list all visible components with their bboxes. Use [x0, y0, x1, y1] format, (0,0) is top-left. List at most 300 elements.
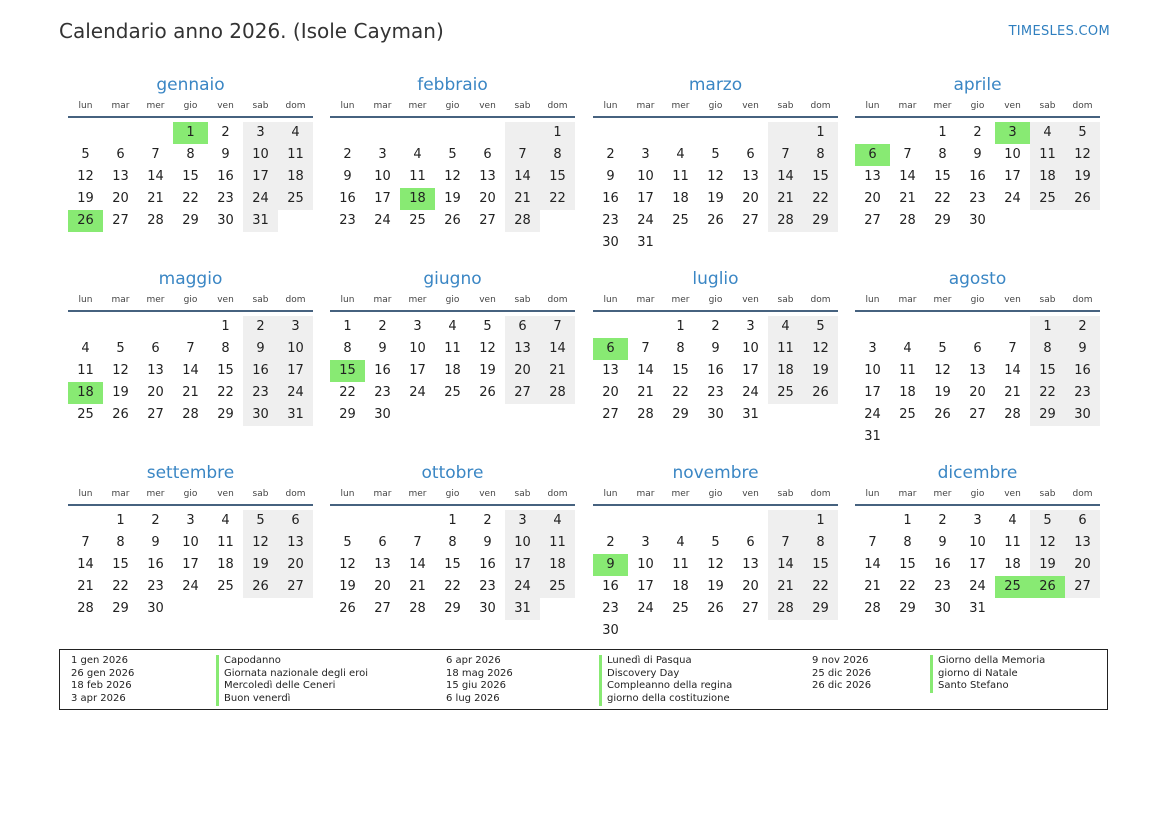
day-cell: 2	[243, 316, 278, 338]
month-gennaio	[68, 75, 313, 232]
weekday-label: mer	[408, 489, 427, 499]
day-cell: 7	[768, 532, 803, 554]
month-name: dicembre	[937, 463, 1018, 483]
weekday-label: mer	[671, 101, 690, 111]
day-cell: 29	[1030, 404, 1065, 426]
empty-cell	[470, 404, 505, 426]
empty-cell	[1030, 210, 1065, 232]
weekday-label: mar	[636, 101, 655, 111]
day-cell: 8	[448, 535, 457, 550]
legend-holiday-name: Giornata nazionale degli eroi	[216, 668, 368, 681]
weekday-header	[330, 293, 575, 307]
day-cell: 3	[243, 122, 278, 144]
empty-cell	[995, 598, 1030, 620]
day-cell: 17	[1004, 169, 1021, 184]
day-cell: 26	[707, 213, 724, 228]
empty-cell	[330, 510, 365, 532]
day-cell: 3	[278, 316, 313, 338]
day-cell: 12	[707, 169, 724, 184]
weekday-label: gio	[708, 101, 723, 111]
day-cell: 29	[803, 598, 838, 620]
weekday-label: ven	[1004, 489, 1021, 499]
day-cell: 9	[606, 169, 615, 184]
empty-cell	[995, 426, 1030, 448]
header-rule	[593, 116, 838, 118]
weekday-label: lun	[603, 295, 618, 305]
day-cell: 7	[1008, 341, 1017, 356]
day-cell: 7	[641, 341, 650, 356]
day-cell: 14	[409, 557, 426, 572]
day-cell: 7	[768, 144, 803, 166]
day-cell: 1	[116, 513, 125, 528]
weekday-label: mar	[373, 489, 392, 499]
day-cell: 15	[672, 363, 689, 378]
day-cell: 13	[147, 363, 164, 378]
empty-cell	[628, 620, 663, 642]
day-cell: 26	[339, 601, 356, 616]
day-cell: 5	[81, 147, 90, 162]
day-cell: 13	[112, 169, 129, 184]
day-cell: 11	[278, 144, 313, 166]
day-cell: 26	[707, 601, 724, 616]
weekday-label: mar	[373, 295, 392, 305]
day-cell: 12	[77, 169, 94, 184]
empty-cell	[628, 316, 663, 338]
day-cell: 23	[602, 213, 619, 228]
day-cell: 7	[505, 144, 540, 166]
days-grid	[68, 510, 313, 620]
weekday-label: lun	[603, 101, 618, 111]
day-cell: 11	[1030, 144, 1065, 166]
day-cell: 28	[1004, 407, 1021, 422]
day-cell: 12	[803, 338, 838, 360]
weekday-label: lun	[865, 295, 880, 305]
day-cell: 13	[864, 169, 881, 184]
day-cell: 23	[934, 579, 951, 594]
header-rule	[593, 310, 838, 312]
month-aprile	[855, 75, 1100, 232]
empty-cell	[208, 598, 243, 620]
empty-cell	[663, 232, 698, 254]
day-cell: 20	[278, 554, 313, 576]
day-cell: 15	[803, 166, 838, 188]
day-cell: 19	[444, 191, 461, 206]
weekday-label: sab	[252, 489, 269, 499]
day-cell: 25	[217, 579, 234, 594]
day-cell: 5	[711, 535, 720, 550]
day-cell: 10	[505, 532, 540, 554]
empty-cell	[890, 426, 925, 448]
header-rule	[68, 310, 313, 312]
day-cell: 5	[711, 147, 720, 162]
day-cell: 31	[742, 407, 759, 422]
month-name: marzo	[688, 75, 743, 95]
day-cell: 12	[1065, 144, 1100, 166]
day-cell: 4	[413, 147, 422, 162]
empty-cell	[855, 510, 890, 532]
weekday-header	[593, 99, 838, 113]
empty-cell	[768, 510, 803, 532]
day-cell: 6	[116, 147, 125, 162]
weekday-label: gio	[708, 489, 723, 499]
day-cell: 28	[899, 213, 916, 228]
legend-date: 26 dic 2026	[812, 680, 872, 692]
day-cell: 11	[444, 341, 461, 356]
day-cell: 22	[803, 188, 838, 210]
day-cell: 29	[339, 407, 356, 422]
day-cell: 16	[147, 557, 164, 572]
legend-holiday-name: Mercoledì delle Ceneri	[216, 680, 335, 693]
day-cell: 25	[768, 382, 803, 404]
day-cell: 8	[803, 532, 838, 554]
empty-cell	[960, 426, 995, 448]
weekday-label: mar	[636, 295, 655, 305]
day-cell: 17	[505, 554, 540, 576]
day-cell: 4	[448, 319, 457, 334]
day-cell: 6	[746, 535, 755, 550]
day-cell: 13	[742, 557, 759, 572]
empty-cell	[278, 598, 313, 620]
day-cell: 6	[378, 535, 387, 550]
month-marzo	[593, 75, 838, 254]
empty-cell	[400, 122, 435, 144]
day-cell: 24	[505, 576, 540, 598]
days-grid	[593, 316, 838, 426]
empty-cell	[768, 620, 803, 642]
day-cell: 26	[934, 407, 951, 422]
day-cell: 12	[444, 169, 461, 184]
day-cell: 29	[182, 213, 199, 228]
weekday-label: gio	[445, 295, 460, 305]
day-cell: 27	[479, 213, 496, 228]
day-cell: 18	[1030, 166, 1065, 188]
weekday-label: lun	[865, 489, 880, 499]
empty-cell	[733, 122, 768, 144]
day-cell: 13	[374, 557, 391, 572]
header-rule	[855, 310, 1100, 312]
day-cell: 19	[1065, 166, 1100, 188]
month-name: aprile	[953, 75, 1002, 95]
day-cell: 28	[637, 407, 654, 422]
empty-cell	[173, 598, 208, 620]
day-cell: 23	[217, 191, 234, 206]
legend-holiday-name: giorno di Natale	[930, 668, 1018, 681]
day-cell: 5	[938, 341, 947, 356]
month-name: febbraio	[417, 75, 488, 95]
day-cell: 29	[217, 407, 234, 422]
day-cell: 27	[864, 213, 881, 228]
day-cell: 3	[505, 510, 540, 532]
day-cell: 14	[540, 338, 575, 360]
weekday-label: ven	[479, 101, 496, 111]
day-cell: 4	[676, 147, 685, 162]
weekday-header	[68, 487, 313, 501]
day-cell: 19	[112, 385, 129, 400]
day-cell: 16	[243, 360, 278, 382]
empty-cell	[698, 122, 733, 144]
day-cell: 28	[768, 598, 803, 620]
day-cell: 16	[479, 557, 496, 572]
day-cell: 1	[221, 319, 230, 334]
day-cell: 18	[672, 191, 689, 206]
empty-cell	[803, 404, 838, 426]
day-cell: 11	[1004, 535, 1021, 550]
day-cell: 23	[339, 213, 356, 228]
day-cell: 22	[672, 385, 689, 400]
day-cell: 30	[969, 213, 986, 228]
day-cell: 5	[803, 316, 838, 338]
day-cell: 17	[409, 363, 426, 378]
weekday-label: dom	[285, 295, 306, 305]
weekday-label: gio	[970, 101, 985, 111]
day-cell: 6	[505, 316, 540, 338]
day-cell: 20	[112, 191, 129, 206]
day-cell: 8	[186, 147, 195, 162]
site-link[interactable]: TIMESLES.COM	[1008, 24, 1110, 39]
day-cell: 5	[343, 535, 352, 550]
day-cell: 23	[969, 191, 986, 206]
day-cell: 15	[934, 169, 951, 184]
day-cell: 17	[742, 363, 759, 378]
days-grid	[330, 122, 575, 232]
day-cell: 15	[540, 166, 575, 188]
month-name: gennaio	[156, 75, 225, 95]
day-cell: 8	[221, 341, 230, 356]
weekday-label: sab	[252, 295, 269, 305]
weekday-label: mar	[898, 295, 917, 305]
day-cell: 23	[147, 579, 164, 594]
day-cell: 17	[637, 579, 654, 594]
empty-cell	[68, 316, 103, 338]
day-cell: 4	[221, 513, 230, 528]
empty-cell	[173, 316, 208, 338]
day-cell: 21	[77, 579, 94, 594]
legend-date: 18 feb 2026	[71, 680, 132, 692]
weekday-label: mer	[146, 295, 165, 305]
day-cell: 19	[339, 579, 356, 594]
day-cell: 9	[711, 341, 720, 356]
weekday-label: gio	[970, 489, 985, 499]
day-cell: 16	[1065, 360, 1100, 382]
weekday-label: dom	[547, 101, 568, 111]
empty-cell	[628, 510, 663, 532]
header-rule	[593, 504, 838, 506]
day-cell: 1	[540, 122, 575, 144]
empty-cell	[470, 122, 505, 144]
day-cell: 14	[768, 166, 803, 188]
day-cell: 4	[540, 510, 575, 532]
day-cell: 31	[969, 601, 986, 616]
day-cell: 3	[995, 122, 1030, 144]
weekday-label: ven	[479, 489, 496, 499]
legend-holiday-name: Lunedì di Pasqua	[599, 655, 692, 668]
empty-cell	[68, 510, 103, 532]
weekday-label: ven	[217, 101, 234, 111]
day-cell: 9	[973, 147, 982, 162]
day-cell: 21	[1004, 385, 1021, 400]
empty-cell	[925, 316, 960, 338]
day-cell: 18	[400, 188, 435, 210]
empty-cell	[663, 122, 698, 144]
empty-cell	[1065, 598, 1100, 620]
day-cell: 19	[479, 363, 496, 378]
day-cell: 7	[151, 147, 160, 162]
weekday-label: ven	[742, 295, 759, 305]
day-cell: 11	[899, 363, 916, 378]
empty-cell	[663, 620, 698, 642]
days-grid	[330, 510, 575, 620]
day-cell: 13	[602, 363, 619, 378]
weekday-label: lun	[340, 295, 355, 305]
day-cell: 21	[768, 576, 803, 598]
weekday-header	[330, 487, 575, 501]
day-cell: 10	[409, 341, 426, 356]
day-cell: 5	[448, 147, 457, 162]
days-grid	[68, 122, 313, 232]
weekday-header	[593, 487, 838, 501]
weekday-label: ven	[217, 489, 234, 499]
empty-cell	[540, 210, 575, 232]
day-cell: 15	[217, 363, 234, 378]
day-cell: 22	[1030, 382, 1065, 404]
day-cell: 6	[483, 147, 492, 162]
weekday-label: sab	[777, 489, 794, 499]
days-grid	[68, 316, 313, 426]
weekday-header	[855, 487, 1100, 501]
day-cell: 25	[444, 385, 461, 400]
day-cell: 20	[864, 191, 881, 206]
day-cell: 27	[1065, 576, 1100, 598]
day-cell: 18	[278, 166, 313, 188]
day-cell: 14	[182, 363, 199, 378]
day-cell: 28	[768, 210, 803, 232]
day-cell: 24	[278, 382, 313, 404]
day-cell: 13	[969, 363, 986, 378]
day-cell: 15	[1030, 360, 1065, 382]
day-cell: 20	[1065, 554, 1100, 576]
day-cell: 8	[803, 144, 838, 166]
day-cell: 2	[343, 147, 352, 162]
day-cell: 3	[746, 319, 755, 334]
day-cell: 16	[339, 191, 356, 206]
day-cell: 22	[540, 188, 575, 210]
day-cell: 27	[374, 601, 391, 616]
day-cell: 31	[637, 235, 654, 250]
day-cell: 31	[278, 404, 313, 426]
empty-cell	[855, 122, 890, 144]
weekday-label: dom	[810, 101, 831, 111]
header-rule	[855, 116, 1100, 118]
day-cell: 1	[803, 510, 838, 532]
legend-date: 6 apr 2026	[446, 655, 501, 666]
day-cell: 6	[593, 338, 628, 360]
day-cell: 11	[672, 557, 689, 572]
empty-cell	[995, 316, 1030, 338]
weekday-label: dom	[547, 295, 568, 305]
day-cell: 6	[1065, 510, 1100, 532]
empty-cell	[435, 404, 470, 426]
weekday-label: sab	[514, 101, 531, 111]
day-cell: 2	[606, 535, 615, 550]
day-cell: 20	[505, 360, 540, 382]
day-cell: 21	[147, 191, 164, 206]
day-cell: 5	[483, 319, 492, 334]
day-cell: 10	[742, 341, 759, 356]
month-settembre	[68, 463, 313, 620]
day-cell: 25	[672, 601, 689, 616]
weekday-label: dom	[810, 295, 831, 305]
day-cell: 2	[938, 513, 947, 528]
day-cell: 7	[868, 535, 877, 550]
day-cell: 18	[768, 360, 803, 382]
legend-holiday-name: Capodanno	[216, 655, 281, 668]
day-cell: 14	[1004, 363, 1021, 378]
day-cell: 25	[409, 213, 426, 228]
day-cell: 19	[1030, 554, 1065, 576]
empty-cell	[890, 122, 925, 144]
legend-date: 6 lug 2026	[446, 693, 500, 705]
day-cell: 6	[855, 144, 890, 166]
day-cell: 23	[243, 382, 278, 404]
day-cell: 10	[864, 363, 881, 378]
month-agosto	[855, 269, 1100, 448]
day-cell: 15	[182, 169, 199, 184]
weekday-label: ven	[742, 489, 759, 499]
day-cell: 18	[899, 385, 916, 400]
day-cell: 13	[479, 169, 496, 184]
header-rule	[855, 504, 1100, 506]
day-cell: 20	[147, 385, 164, 400]
day-cell: 10	[278, 338, 313, 360]
day-cell: 6	[278, 510, 313, 532]
day-cell: 23	[707, 385, 724, 400]
day-cell: 16	[217, 169, 234, 184]
day-cell: 26	[1065, 188, 1100, 210]
legend-date: 3 apr 2026	[71, 693, 126, 705]
empty-cell	[505, 122, 540, 144]
month-name: novembre	[672, 463, 759, 483]
day-cell: 24	[182, 579, 199, 594]
day-cell: 2	[221, 125, 230, 140]
day-cell: 28	[540, 382, 575, 404]
empty-cell	[593, 510, 628, 532]
weekday-label: mer	[146, 489, 165, 499]
day-cell: 30	[217, 213, 234, 228]
weekday-header	[855, 293, 1100, 307]
day-cell: 29	[899, 601, 916, 616]
weekday-label: sab	[514, 295, 531, 305]
empty-cell	[890, 316, 925, 338]
header-rule	[330, 504, 575, 506]
legend-date: 1 gen 2026	[71, 655, 129, 666]
day-cell: 7	[186, 341, 195, 356]
day-cell: 16	[602, 579, 619, 594]
day-cell: 8	[540, 144, 575, 166]
day-cell: 27	[969, 407, 986, 422]
empty-cell	[663, 510, 698, 532]
days-grid	[593, 122, 838, 254]
day-cell: 17	[637, 191, 654, 206]
weekday-label: gio	[183, 101, 198, 111]
weekday-label: mar	[898, 101, 917, 111]
weekday-label: lun	[78, 489, 93, 499]
day-cell: 27	[602, 407, 619, 422]
day-cell: 22	[182, 191, 199, 206]
day-cell: 11	[540, 532, 575, 554]
day-cell: 1	[903, 513, 912, 528]
empty-cell	[68, 122, 103, 144]
day-cell: 25	[672, 213, 689, 228]
